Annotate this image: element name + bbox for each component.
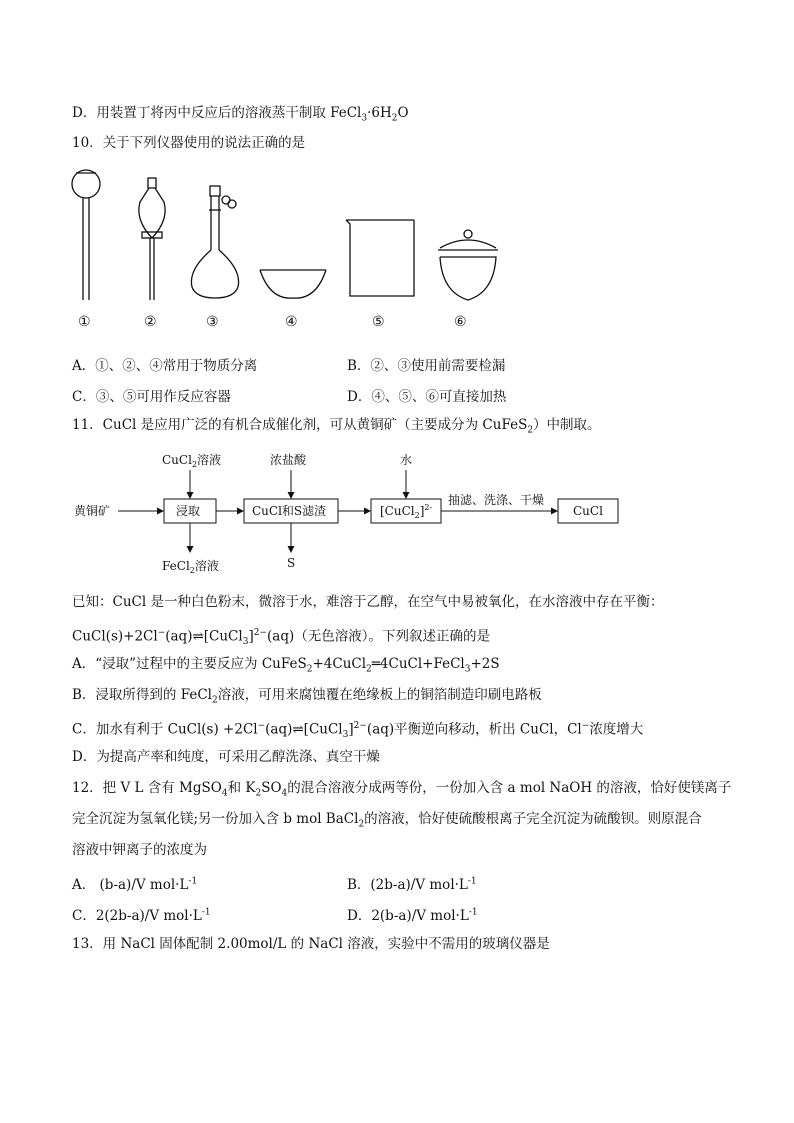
q11-known-2: CuCl(s)+2Cl−(aq)⇌[CuCl$_3$]$^{2-}$(aq)（无色溶液）。下列叙述正确的是 [72, 628, 490, 648]
q10-option-b[interactable]: B．②、③使用前需要检漏 [347, 358, 506, 374]
q12-line-1: 12．把 V L 含有 MgSO$_4$和 $K_2SO_4$的混合溶液分成两等份，一份加入含 a mol NaOH 的溶液，恰好使镁离子 [72, 780, 732, 799]
q12-line-3: 溶液中钾离子的浓度为 [72, 842, 207, 858]
volumetric-flask-apparatus [191, 186, 238, 298]
flow-step4: 抽滤、洗涤、干燥 [448, 493, 545, 507]
flow-box1-label: 浸取 [176, 504, 201, 518]
label-2: ② [144, 314, 157, 330]
flow-input1: CuCl$_2$溶液 [162, 453, 222, 469]
q12-option-a[interactable]: A． (b-a)/V $mol\cdot L^{-1}$ [72, 876, 198, 893]
funnel-apparatus [72, 170, 100, 300]
q10-stem: 10．关于下列仪器使用的说法正确的是 [72, 135, 306, 151]
q11-option-a[interactable]: A．“浸取”过程中的主要反应为 CuFeS$_2$+4CuCl$_2$═4CuCl+FeCl$_3$+2S [72, 656, 500, 675]
label-6: ⑥ [454, 314, 467, 330]
q12-option-c[interactable]: C．2(2b-a)/V $mol\cdot L^{-1}$ [72, 907, 211, 924]
process-flowchart [66, 448, 636, 578]
q10-option-c[interactable]: C．③、⑤可用作反应容器 [72, 389, 231, 405]
label-4: ④ [285, 314, 298, 330]
q12-line-2: 完全沉淀为氢氧化镁;另一份加入含 b mol BaCl$_2$的溶液，恰好使硫酸根离子完全沉淀为硫酸钡。则原混合 [72, 811, 702, 830]
q11-option-d[interactable]: D．为提高产率和纯度，可采用乙醇洗涤、真空干燥 [72, 749, 380, 765]
evaporating-dish-apparatus [260, 270, 326, 298]
flow-start: 黄铜矿 [74, 504, 111, 518]
q10-option-d[interactable]: D．④、⑤、⑥可直接加热 [347, 389, 507, 405]
flow-box3-label: [CuCl$_2$]$^{2-}$ [380, 503, 433, 520]
beaker-apparatus [346, 220, 414, 296]
crucible-apparatus [438, 230, 498, 300]
q9-option-d: D．用装置丁将丙中反应后的溶液蒸干制取 $FeCl_3\cdot 6H_2O$ [72, 105, 409, 124]
flow-box4-label: CuCl [573, 504, 603, 518]
q12-option-b[interactable]: B．(2b-a)/V $mol\cdot L^{-1}$ [347, 876, 477, 893]
label-1: ① [78, 314, 91, 330]
q11-stem: 11．CuCl 是应用广泛的有机合成催化剂，可从黄铜矿（主要成分为 CuFeS$_2$）中制取。 [72, 417, 601, 436]
flow-input2: 浓盐酸 [270, 453, 307, 467]
q11-known-1: 已知：CuCl 是一种白色粉末，微溶于水，难溶于乙醇，在空气中易被氧化，在水溶液中存在平衡： [72, 594, 664, 610]
flow-box2-label: CuCl和S滤渣 [252, 504, 327, 518]
q11-option-c[interactable]: C．加水有利于 CuCl(s) +2Cl−(aq)⇌[CuCl$_3$]$^{2-}$(aq)平衡逆向移动，析出 CuCl，Cl−浓度增大 [72, 721, 644, 741]
separatory-funnel-apparatus [139, 178, 165, 300]
flow-output2: S [287, 556, 296, 570]
q12-option-d[interactable]: D．2(b-a)/V $mol\cdot L^{-1}$ [347, 907, 478, 924]
q10-option-a[interactable]: A．①、②、④常用于物质分离 [72, 358, 258, 374]
q13-stem: 13．用 NaCl 固体配制 2.00mol/L 的 NaCl 溶液，实验中不需用的玻璃仪器是 [72, 936, 550, 952]
label-5: ⑤ [372, 314, 385, 330]
flow-output1: FeCl$_2$溶液 [162, 559, 219, 575]
label-3: ③ [206, 314, 219, 330]
apparatus-figure [60, 162, 500, 337]
flow-input3: 水 [400, 453, 413, 467]
q11-option-b[interactable]: B．浸取所得到的 FeCl$_2$溶液，可用来腐蚀覆在绝缘板上的铜箔制造印刷电路板 [72, 687, 542, 706]
